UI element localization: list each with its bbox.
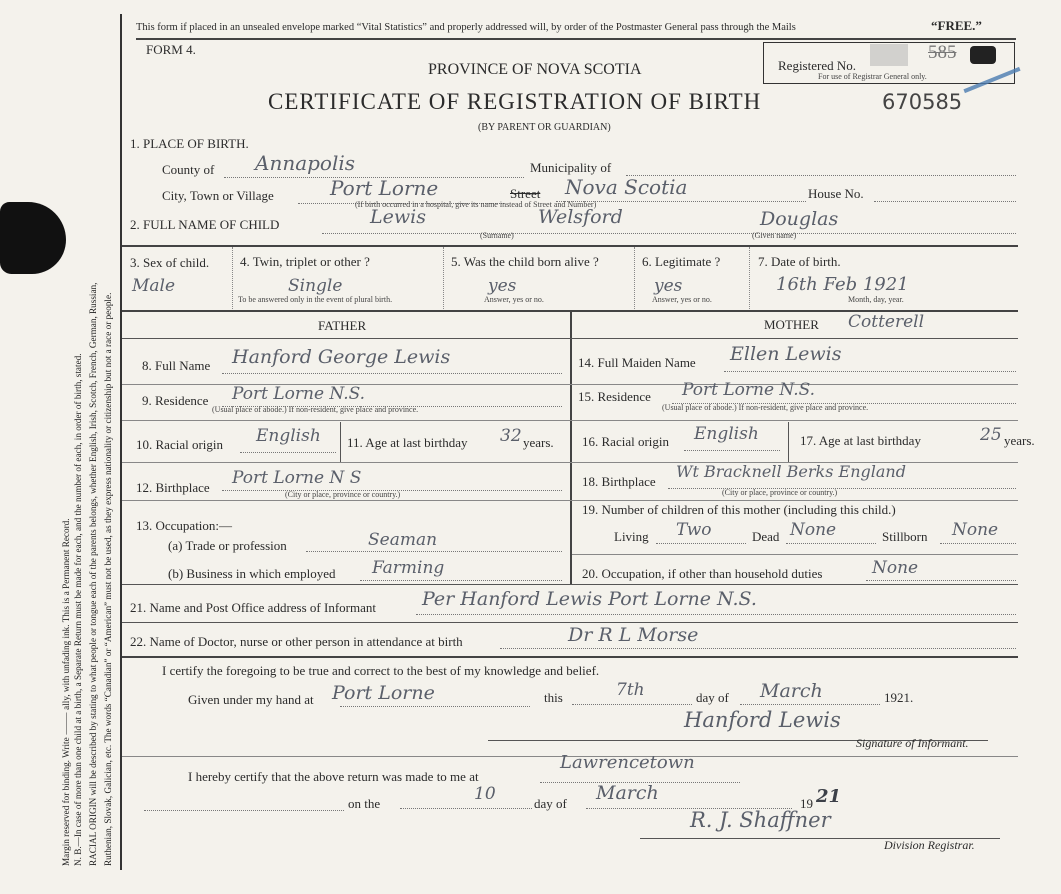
legitimate-value: yes <box>654 276 683 296</box>
father-name-line <box>222 373 562 374</box>
city-value: Port Lorne <box>330 176 439 200</box>
signature-caption: Signature of Informant. <box>856 736 969 750</box>
father-trade-line <box>306 551 562 552</box>
registrar-place: Lawrencetown <box>560 752 695 773</box>
registrar-year-prefix: 19 <box>800 796 813 811</box>
place-of-birth-heading: 1. PLACE OF BIRTH. <box>130 136 249 151</box>
child-given-name: Douglas <box>760 208 839 230</box>
father-birthplace-note: (City or place, province or country.) <box>285 490 401 499</box>
mother-name-label: 14. Full Maiden Name <box>578 355 696 370</box>
father-race-divider <box>340 422 341 462</box>
mother-children-label: 19. Number of children of this mother (including this child.) <box>582 502 896 517</box>
surname-caption: (Surname) <box>480 231 514 240</box>
child-middle-name: Welsford <box>538 206 623 228</box>
informant-line <box>416 614 1016 615</box>
registrar-caption: Division Registrar. <box>884 838 975 852</box>
given-place: Port Lorne <box>332 682 435 704</box>
informant-label: 21. Name and Post Office address of Informant <box>130 600 376 615</box>
registrar-day-line <box>400 808 532 809</box>
registered-number: 585 <box>928 42 957 63</box>
ink-blot <box>0 202 66 274</box>
mother-occupation-label: 20. Occupation, if other than household duties <box>582 566 823 581</box>
margin-note-1: Margin reserved for binding. Write ⸻ ally, with unfading ink. This is a Permanent Record. <box>61 518 71 866</box>
house-no-line <box>874 201 1016 202</box>
mother-occupation-line <box>866 580 1016 581</box>
house-no-label: House No. <box>808 186 864 201</box>
mother-birthplace-note: (City or place, province or country.) <box>722 488 838 497</box>
certify-month-line <box>740 704 880 705</box>
county-label: County of <box>162 162 215 177</box>
mother-birthplace-label: 18. Birthplace <box>582 474 656 489</box>
divider-5-6 <box>634 247 635 309</box>
dead-label: Dead <box>752 529 780 544</box>
child-name-line <box>322 233 1016 234</box>
given-caption: (Given name) <box>752 231 797 240</box>
twin-value: Single <box>288 276 343 296</box>
frame-left <box>120 14 122 870</box>
father-birthplace-line <box>222 490 562 491</box>
child-surname: Lewis <box>370 206 426 228</box>
certify-year: 1921. <box>884 690 914 705</box>
father-residence-label: 9. Residence <box>142 393 209 408</box>
father-residence-note: (Usual place of abode.) If non-resident, give place and province. <box>212 405 419 414</box>
municipality-label: Municipality of <box>530 160 612 175</box>
father-age-value: 32 <box>500 426 522 446</box>
alive-label: 5. Was the child born alive ? <box>451 254 599 269</box>
mother-years-label: years. <box>1004 433 1035 448</box>
registrar-leader-line <box>144 810 344 811</box>
sex-label: 3. Sex of child. <box>130 255 210 270</box>
father-business-value: Farming <box>372 558 445 578</box>
divider-4-5 <box>443 247 444 309</box>
father-occupation-label: 13. Occupation:— <box>136 518 233 533</box>
row-top-rule <box>122 245 1018 247</box>
margin-note-2: N. B.—In case of more than one child at a birth, a Separate Return must be made for each, and the number of each, in order of birth, stated. <box>73 353 83 866</box>
mother-residence-note: (Usual place of abode.) If non-resident, give place and province. <box>662 403 869 412</box>
stamp-mark <box>870 44 908 66</box>
row-rule-10 <box>122 420 1018 421</box>
row-rule-21 <box>122 584 1018 585</box>
stillborn-label: Stillborn <box>882 529 928 544</box>
living-label: Living <box>614 529 649 544</box>
dob-label: 7. Date of birth. <box>758 254 841 269</box>
certify-text: I certify the foregoing to be true and correct to the best of my knowledge and belief. <box>162 663 600 678</box>
mother-maiden-extra: Cotterell <box>848 312 925 332</box>
certificate-number: 670585 <box>882 90 963 114</box>
header-rule <box>136 38 1016 40</box>
mother-residence-label: 15. Residence <box>578 389 651 404</box>
father-trade-value: Seaman <box>368 530 438 550</box>
dead-value: None <box>790 520 837 540</box>
registered-label: Registered No. <box>778 58 856 73</box>
certificate-subtitle: (BY PARENT OR GUARDIAN) <box>478 122 611 133</box>
parent-header-rule <box>122 338 1018 339</box>
certificate-title: CERTIFICATE OF REGISTRATION OF BIRTH <box>268 89 762 114</box>
given-place-line <box>340 706 530 707</box>
registrar-signature: R. J. Shaffner <box>690 808 831 832</box>
certify-day-line <box>572 704 692 705</box>
divider-3-4 <box>232 247 233 309</box>
father-residence-line <box>222 406 562 407</box>
street-label: Street <box>510 186 541 201</box>
mother-race-label: 16. Racial origin <box>582 434 670 449</box>
father-years-label: years. <box>523 435 554 450</box>
row-rule-20 <box>572 554 1018 555</box>
twin-label: 4. Twin, triplet or other ? <box>240 254 370 269</box>
mother-heading: MOTHER <box>764 317 819 332</box>
hospital-note: (If birth occurred in a hospital, give its name instead of Street and Number) <box>355 200 597 209</box>
registrar-day: 10 <box>474 784 496 804</box>
living-line <box>656 543 746 544</box>
certify-month: March <box>760 680 823 702</box>
twin-note: To be answered only in the event of plural birth. <box>238 295 393 304</box>
mother-occupation-value: None <box>872 558 919 578</box>
doctor-label: 22. Name of Doctor, nurse or other person in attendance at birth <box>130 634 463 649</box>
child-name-label: 2. FULL NAME OF CHILD <box>130 217 280 232</box>
father-business-label: (b) Business in which employed <box>168 566 336 581</box>
mother-residence-value: Port Lorne N.S. <box>682 380 816 400</box>
father-race-line <box>240 452 336 453</box>
informant-value: Per Hanford Lewis Port Lorne N.S. <box>422 588 757 610</box>
father-name-value: Hanford George Lewis <box>232 346 451 368</box>
father-heading: FATHER <box>318 318 367 333</box>
mother-name-value: Ellen Lewis <box>730 343 842 365</box>
doctor-line <box>500 648 1016 649</box>
sex-value: Male <box>132 276 176 296</box>
dead-line <box>786 543 876 544</box>
father-name-label: 8. Full Name <box>142 358 211 373</box>
living-value: Two <box>676 520 712 540</box>
street-value: Nova Scotia <box>565 175 688 199</box>
city-label: City, Town or Village <box>162 188 274 203</box>
dob-value: 16th Feb 1921 <box>776 274 909 295</box>
postal-notice: This form if placed in an unsealed envelope marked “Vital Statistics” and properly addressed will, by order of the Postmaster General pass through the Mails <box>136 22 796 33</box>
father-birthplace-label: 12. Birthplace <box>136 480 210 495</box>
doctor-value: Dr R L Morse <box>568 624 699 646</box>
mother-race-divider <box>788 422 789 462</box>
registrar-note: For use of Registrar General only. <box>818 72 927 81</box>
alive-note: Answer, yes or no. <box>484 295 544 304</box>
parent-divider <box>570 312 572 584</box>
form-number: FORM 4. <box>146 42 196 57</box>
stillborn-value: None <box>952 520 999 540</box>
mother-birthplace-line <box>668 488 1016 489</box>
father-age-label: 11. Age at last birthday <box>347 435 468 450</box>
free-label: “FREE.” <box>931 18 982 33</box>
father-birthplace-value: Port Lorne N S <box>232 468 362 488</box>
certify-day-of: day of <box>696 690 729 705</box>
father-race-label: 10. Racial origin <box>136 437 224 452</box>
registrar-day-of: day of <box>534 796 567 811</box>
certify-top-rule <box>122 656 1018 658</box>
registrar-text: I hereby certify that the above return was made to me at <box>188 769 479 784</box>
stillborn-line <box>940 543 1016 544</box>
dob-note: Month, day, year. <box>848 295 904 304</box>
mother-race-line <box>684 450 780 451</box>
county-value: Annapolis <box>255 151 356 175</box>
province-title: PROVINCE OF NOVA SCOTIA <box>428 61 642 78</box>
margin-note-3: RACIAL ORIGIN will be described by stating to what people or tongue each of the parents belongs, whether English, Irish, Scotch, French, German, Russian, <box>88 282 98 866</box>
mother-name-line <box>724 371 1016 372</box>
this-label: this <box>544 690 563 705</box>
legitimate-note: Answer, yes or no. <box>652 295 712 304</box>
mother-race-value: English <box>694 424 759 444</box>
on-the-label: on the <box>348 796 381 811</box>
father-race-value: English <box>256 426 321 446</box>
divider-6-7 <box>749 247 750 309</box>
legitimate-label: 6. Legitimate ? <box>642 254 721 269</box>
father-trade-label: (a) Trade or profession <box>168 538 287 553</box>
row-rule-13 <box>122 500 1018 501</box>
given-label: Given under my hand at <box>188 692 314 707</box>
father-business-line <box>360 580 562 581</box>
row-rule-22 <box>122 622 1018 623</box>
registrar-year-suffix: 21 <box>816 786 842 807</box>
ink-mark <box>970 46 996 64</box>
mother-age-value: 25 <box>980 425 1002 445</box>
father-residence-value: Port Lorne N.S. <box>232 384 366 404</box>
mother-residence-line <box>672 403 1016 404</box>
alive-value: yes <box>488 276 517 296</box>
certify-day: 7th <box>616 680 645 700</box>
margin-note-4: Ruthenian, Slovak, Galician, etc. The words “Canadian” or “American” must not be used, as they express nationality or citizenship but not a race or people. <box>103 292 113 866</box>
registrar-month: March <box>596 782 659 804</box>
mother-birthplace-value: Wt Bracknell Berks England <box>676 462 906 481</box>
informant-signature: Hanford Lewis <box>684 708 841 732</box>
mother-age-label: 17. Age at last birthday <box>800 433 921 448</box>
